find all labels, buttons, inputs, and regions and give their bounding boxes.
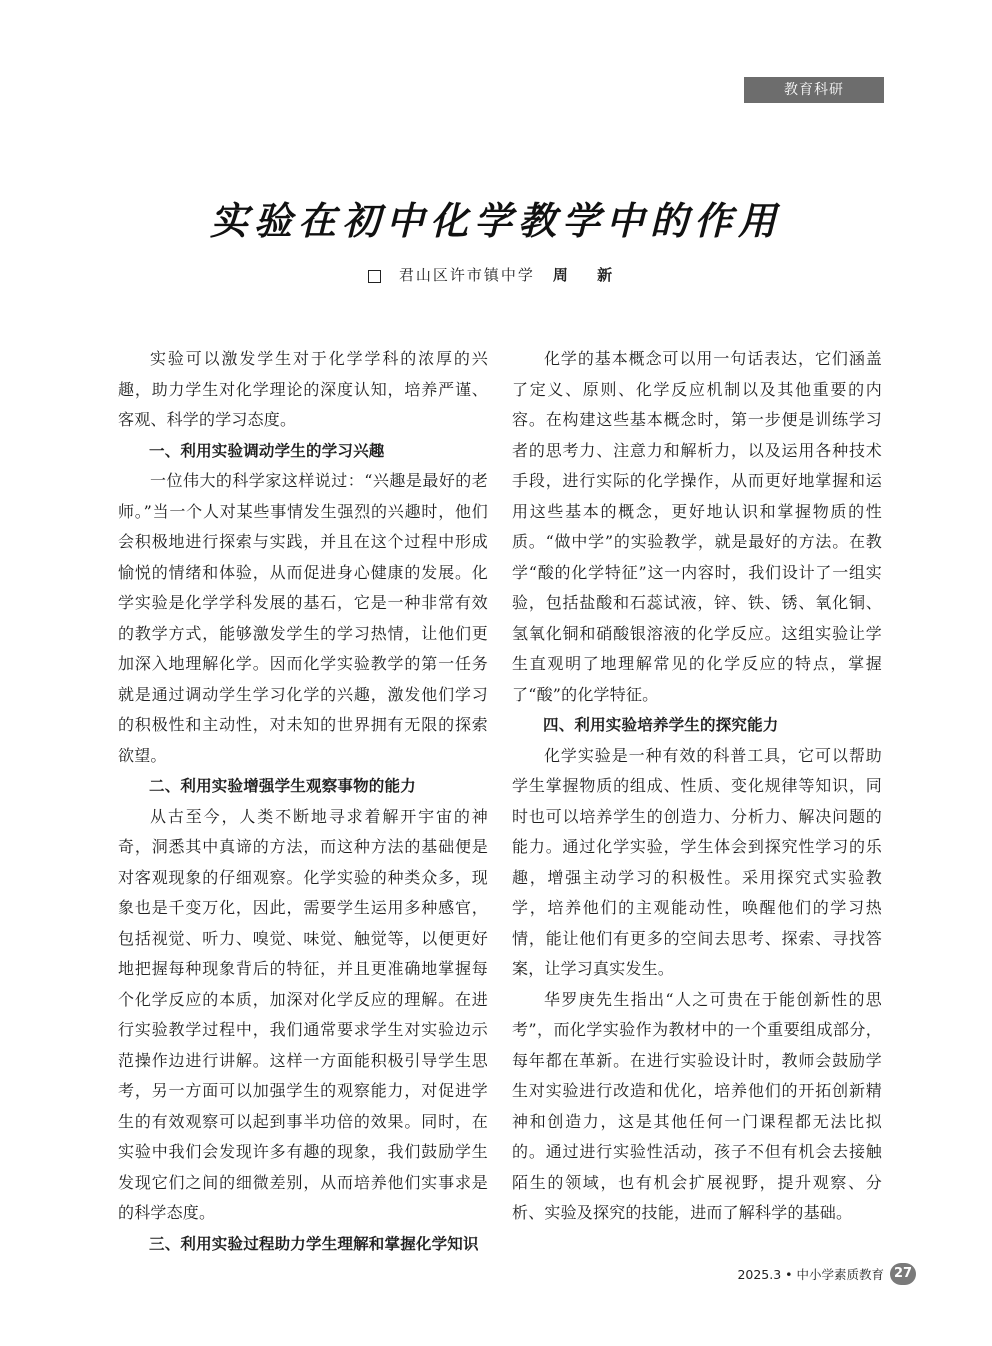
section-heading: 二、利用实验增强学生观察事物的能力 xyxy=(149,777,416,795)
left-column xyxy=(118,344,488,1259)
article-title: 实验在初中化学教学中的作用 xyxy=(209,199,782,243)
section-tag: 教育科研 xyxy=(744,77,884,103)
section-heading: 四、利用实验培养学生的探究能力 xyxy=(543,716,779,734)
square-icon xyxy=(368,270,381,283)
section-heading: 一、利用实验调动学生的学习兴趣 xyxy=(149,441,385,460)
author-name: 周 新 xyxy=(552,266,625,284)
paragraph: 从古至今，人类不断地寻求着解开宇宙的神奇，洞悉其中真谛的方法，而这种方法的基础便是对客观现象的仔细观察。化学实验的种类众多，现象也是千变万化，因此，需要学生运用多种感官，包括视觉、听力、嗅觉、味觉、触觉等，以便更好地把握每种现象背后的特征，并且更准确地掌握每个化学反应的本质，加深对化学反应的理解。在进行实验教学过程中，我们通常要求学生对实验边示范操作边进行讲解。这样一方面能积极引导学生思考，另一方面可以加强学生的观察能力，对促进学生的有效观察可以起到事半功倍的效果。同时，在实验中我们会发现许多有趣的现象，我们鼓励学生发现它们之间的细微差别，从而培养他们实事求是的科学态度。 xyxy=(118,806,488,1222)
section-heading: 三、利用实验过程助力学生理解和掌握化学知识 xyxy=(149,1234,479,1253)
right-column xyxy=(512,344,882,1229)
paragraph: 化学实验是一种有效的科普工具，它可以帮助学生掌握物质的组成、性质、变化规律等知识，同时也可以培养学生的创造力、分析力、解决问题的能力。通过化学实验，学生体会到探究性学习的乐趣，增强主动学习的积极性。采用探究式实验教学，培养他们的主观能动性，唤醒他们的学习热情，能让他们有更多的空间去思考、探索、寻找答案，让学习真实发生。 xyxy=(512,745,882,978)
paragraph: 华罗庚先生指出“人之可贵在于能创新性的思考”，而化学实验作为教材中的一个重要组成部分，每年都在革新。在进行实验设计时，教师会鼓励学生对实验进行改造和优化，培养他们的开拓创新精神和创造力，这是其他任何一门课程都无法比拟的。通过进行实验性活动，孩子不但有机会去接触陌生的领域，也有机会扩展视野，提升观察、分析、实验及探究的技能，进而了解科学的基础。 xyxy=(512,989,882,1222)
page-footer xyxy=(737,1262,916,1286)
paragraph: 化学的基本概念可以用一句话表达，它们涵盖了定义、原则、化学反应机制以及其他重要的内容。在构建这些基本概念时，第一步便是训练学习者的思考力、注意力和解析力，以及运用各种技术手段，进行实际的化学操作，从而更好地掌握和运用这些基本的概念，更好地认识和掌握物质的性质。“做中学”的实验教学，就是最好的方法。在教学“酸的化学特征”这一内容时，我们设计了一组实验，包括盐酸和石蕊试液，锌、铁、锈、氧化铜、氢氧化铜和硝酸银溶液的化学反应。这组实验让学生直观明了地理解常见的化学反应的特点，掌握了“酸”的化学特征。 xyxy=(512,349,882,704)
issue-info: 2025.3 • 中小学素质教育 xyxy=(737,1267,884,1282)
page-number: 27 xyxy=(890,1263,916,1285)
author-school: 君山区许市镇中学 xyxy=(398,266,535,284)
byline xyxy=(0,264,992,285)
paragraph: 一位伟大的科学家这样说过：“兴趣是最好的老师。”当一个人对某些事情发生强烈的兴趣时，他们会积极地进行探索与实践，并且在这个过程中形成愉悦的情绪和体验，从而促进身心健康的发展。化学实验是化学学科发展的基石，它是一种非常有效的教学方式，能够激发学生的学习热情，让他们更加深入地理解化学。因而化学实验教学的第一任务就是通过调动学生学习化学的兴趣，激发他们学习的积极性和主动性，对未知的世界拥有无限的探索欲望。 xyxy=(118,471,488,765)
paragraph: 实验可以激发学生对于化学学科的浓厚的兴趣，助力学生对化学理论的深度认知，培养严谨、客观、科学的学习态度。 xyxy=(118,349,488,429)
